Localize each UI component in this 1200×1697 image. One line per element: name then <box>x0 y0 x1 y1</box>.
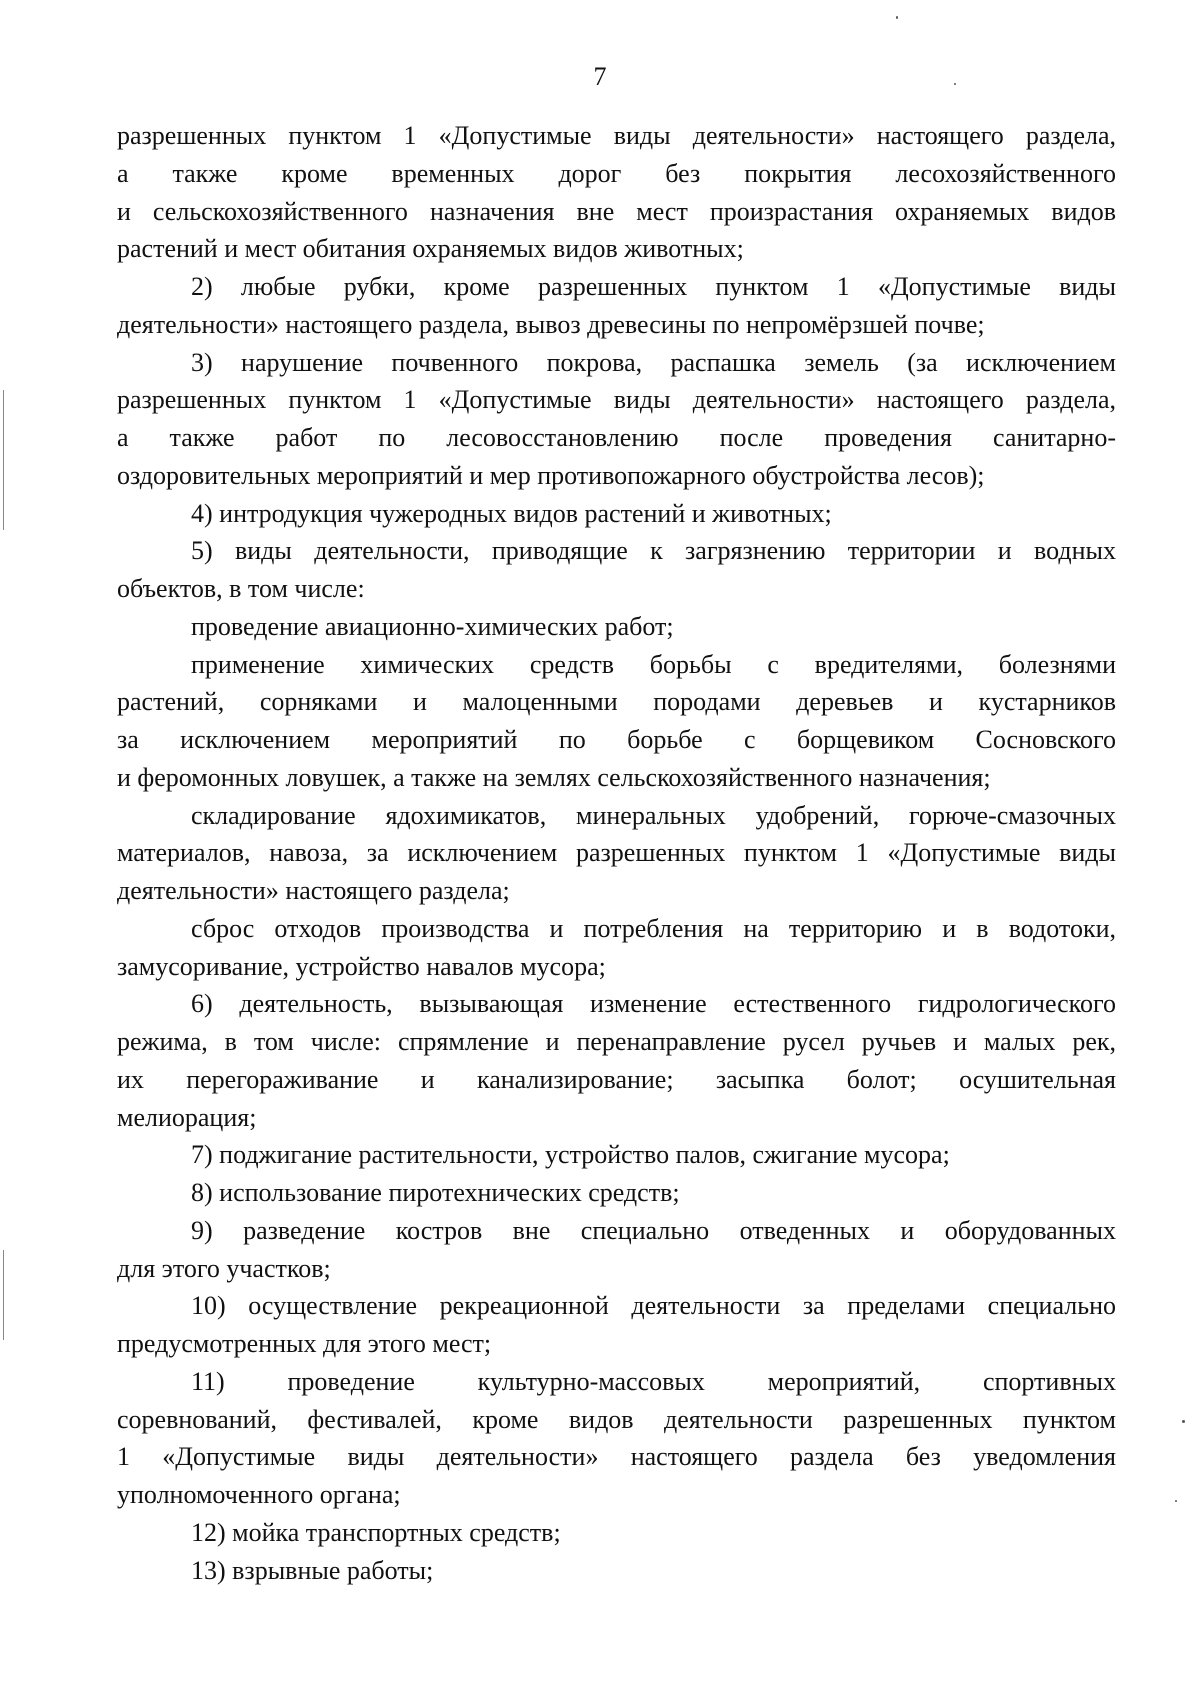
text-line: проведение авиационно-химических работ; <box>191 611 674 641</box>
scan-edge-mark <box>3 1250 4 1340</box>
text-line: а также работ по лесовосстановлению после проведения санитарно- <box>117 423 1116 452</box>
text-line: оздоровительных мероприятий и мер противопожарного обустройства лесов); <box>117 460 985 490</box>
scan-speck <box>1182 1420 1185 1423</box>
text-line: применение химических средств борьбы с вредителями, болезнями <box>191 649 1116 679</box>
text-line: и сельскохозяйственного назначения вне мест произрастания охраняемых видов <box>117 196 1116 226</box>
text-line: 3) нарушение почвенного покрова, распашка земель (за исключением <box>191 347 1116 377</box>
text-line: 2) любые рубки, кроме разрешенных пунктом 1 «Допустимые виды <box>191 272 1116 301</box>
scan-edge-mark <box>3 390 4 530</box>
text-line: деятельности» настоящего раздела, вывоз древесины по непромёрзшей почве; <box>117 309 985 339</box>
text-line: 12) мойка транспортных средств; <box>191 1517 561 1547</box>
text-line: 7) поджигание растительности, устройство палов, сжигание мусора; <box>191 1140 950 1170</box>
text-line: режима, в том числе: спрямление и перенаправление русел ручьев и малых рек, <box>117 1027 1116 1056</box>
text-line: разрешенных пунктом 1 «Допустимые виды деятельности» настоящего раздела, <box>117 121 1116 150</box>
text-line: уполномоченного органа; <box>117 1480 401 1509</box>
text-line: для этого участков; <box>117 1253 331 1283</box>
text-line: замусоривание, устройство навалов мусора; <box>117 951 606 981</box>
scan-speck <box>954 83 956 85</box>
text-line: сброс отходов производства и потребления на территорию и в водотоки, <box>191 913 1116 943</box>
page-number: 7 <box>593 62 607 91</box>
text-line: их перегораживание и канализирование; засыпка болот; осушительная <box>117 1064 1116 1094</box>
text-line: 8) использование пиротехнических средств; <box>191 1178 680 1207</box>
text-line: деятельности» настоящего раздела; <box>117 876 510 905</box>
text-line: разрешенных пунктом 1 «Допустимые виды деятельности» настоящего раздела, <box>117 385 1116 415</box>
text-line: растений и мест обитания охраняемых видов животных; <box>117 234 744 264</box>
text-line: 6) деятельность, вызывающая изменение естественного гидрологического <box>191 989 1116 1019</box>
text-line: складирование ядохимикатов, минеральных удобрений, горюче-смазочных <box>191 800 1116 830</box>
text-line: 5) виды деятельности, приводящие к загрязнению территории и водных <box>191 536 1116 566</box>
text-line: растений, сорняками и малоценными породами деревьев и кустарников <box>117 687 1116 717</box>
text-line: и феромонных ловушек, а также на землях сельскохозяйственного назначения; <box>117 762 991 792</box>
text-line: 4) интродукция чужеродных видов растений и животных; <box>191 498 832 528</box>
text-line: объектов, в том числе: <box>117 574 365 603</box>
scan-speck <box>896 16 898 19</box>
text-line: 9) разведение костров вне специально отведенных и оборудованных <box>191 1215 1116 1245</box>
text-line: 13) взрывные работы; <box>191 1555 434 1585</box>
text-line: а также кроме временных дорог без покрытия лесохозяйственного <box>117 158 1116 188</box>
text-line: 10) осуществление рекреационной деятельности за пределами специально <box>191 1291 1116 1321</box>
text-line: соревнований, фестивалей, кроме видов деятельности разрешенных пунктом <box>117 1404 1116 1434</box>
text-line: материалов, навоза, за исключением разрешенных пунктом 1 «Допустимые виды <box>117 838 1116 868</box>
text-line: предусмотренных для этого мест; <box>117 1329 492 1358</box>
scan-speck <box>1175 1500 1177 1502</box>
text-line: 11) проведение культурно-массовых мероприятий, спортивных <box>191 1366 1116 1396</box>
text-line: за исключением мероприятий по борьбе с борщевиком Сосновского <box>117 725 1116 754</box>
document-body <box>117 117 1116 1589</box>
text-line: мелиорация; <box>117 1102 257 1132</box>
text-line: 1 «Допустимые виды деятельности» настоящего раздела без уведомления <box>117 1442 1116 1472</box>
